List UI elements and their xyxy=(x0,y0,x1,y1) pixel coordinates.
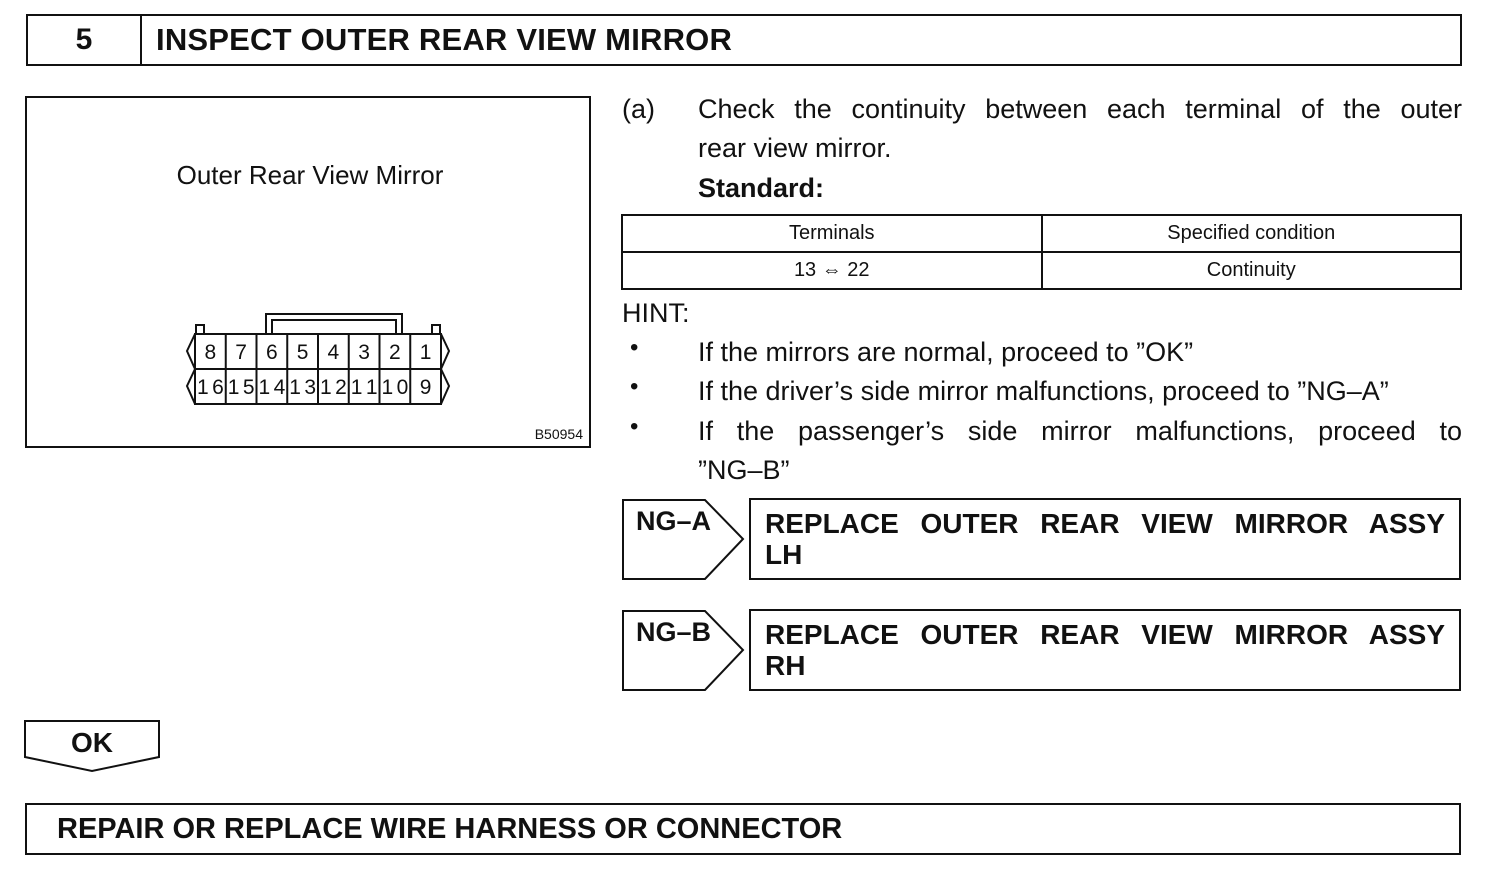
standard-label: Standard: xyxy=(698,173,825,203)
illustration-title: Outer Rear View Mirror xyxy=(176,160,444,190)
illustration-code: B50954 xyxy=(534,426,583,442)
ng-b-action-line1: REPLACE OUTER REAR VIEW MIRROR ASSY xyxy=(765,619,1445,650)
connector-tab-left xyxy=(196,325,204,334)
header-specified-condition: Specified condition xyxy=(1042,215,1462,252)
connector-pin-1: 1 xyxy=(419,341,432,364)
bullet-icon: • xyxy=(630,373,639,400)
ng-a-action-line1: REPLACE OUTER REAR VIEW MIRROR ASSY xyxy=(765,508,1445,539)
connector-pin-13: 13 xyxy=(289,376,316,399)
connector-pin-8: 8 xyxy=(204,341,217,364)
connector-key xyxy=(266,314,402,334)
connector-latch-right-bottom xyxy=(441,369,449,404)
cell-terminals: 13 ⇔ 22 xyxy=(622,252,1042,289)
hint-item-3-continued: ”NG–B” xyxy=(698,455,790,485)
bullet-icon: • xyxy=(630,413,639,440)
connector-pin-15: 15 xyxy=(227,376,255,399)
hint-item-3: If the passenger’s side mirror malfunctions, proceed to xyxy=(698,416,1462,446)
connector-pin-9: 9 xyxy=(419,376,432,399)
table-header-row xyxy=(622,215,1461,252)
header-terminals: Terminals xyxy=(622,215,1042,252)
ng-a-label: NG–A xyxy=(636,506,712,536)
ng-b-action-line2: RH xyxy=(765,650,806,681)
ng-b-label: NG–B xyxy=(636,617,712,647)
connector-tab-right xyxy=(432,325,440,334)
connector-pin-11: 11 xyxy=(350,376,378,399)
hint-label: HINT: xyxy=(622,298,690,328)
step-title: INSPECT OUTER REAR VIEW MIRROR xyxy=(156,22,733,57)
ok-label: OK xyxy=(71,727,113,758)
connector-pin-12: 12 xyxy=(320,376,347,399)
connector-pin-5: 5 xyxy=(296,341,309,364)
bullet-icon: • xyxy=(630,334,639,361)
hint-item-2: If the driver’s side mirror malfunctions, proceed to ”NG–A” xyxy=(698,376,1389,406)
ng-a-action-box xyxy=(749,498,1461,580)
instruction-label: (a) xyxy=(622,94,655,124)
connector-pin-4: 4 xyxy=(327,341,340,364)
connector-latch-left-top xyxy=(187,334,195,369)
ok-action-box xyxy=(25,803,1461,855)
connector-pin-7: 7 xyxy=(235,341,247,364)
ng-a-action-line2: LH xyxy=(765,539,803,570)
connector-illustration xyxy=(25,96,591,448)
connector-pin-16: 16 xyxy=(197,376,224,399)
step-header xyxy=(26,14,1462,66)
connector-pin-14: 14 xyxy=(258,376,286,399)
cell-condition: Continuity xyxy=(1042,252,1462,289)
connector-pin-6: 6 xyxy=(266,341,278,364)
connector-latch-left-bottom xyxy=(187,369,195,404)
instruction-text-line2: rear view mirror. xyxy=(698,133,892,163)
ok-action-text: REPAIR OR REPLACE WIRE HARNESS OR CONNECTOR xyxy=(57,812,843,845)
instruction-text-line1: Check the continuity between each terminal of the outer xyxy=(698,94,1462,124)
step-number: 5 xyxy=(28,16,142,64)
spec-table xyxy=(621,214,1462,290)
hint-item-1: If the mirrors are normal, proceed to ”OK” xyxy=(698,337,1194,367)
connector-diagram xyxy=(157,210,497,410)
connector-pin-3: 3 xyxy=(358,341,370,364)
connector-pin-10: 10 xyxy=(381,376,409,399)
table-row xyxy=(622,252,1461,289)
ng-b-action-box xyxy=(749,609,1461,691)
connector-latch-right-top xyxy=(441,334,449,369)
connector-pin-2: 2 xyxy=(389,341,401,364)
